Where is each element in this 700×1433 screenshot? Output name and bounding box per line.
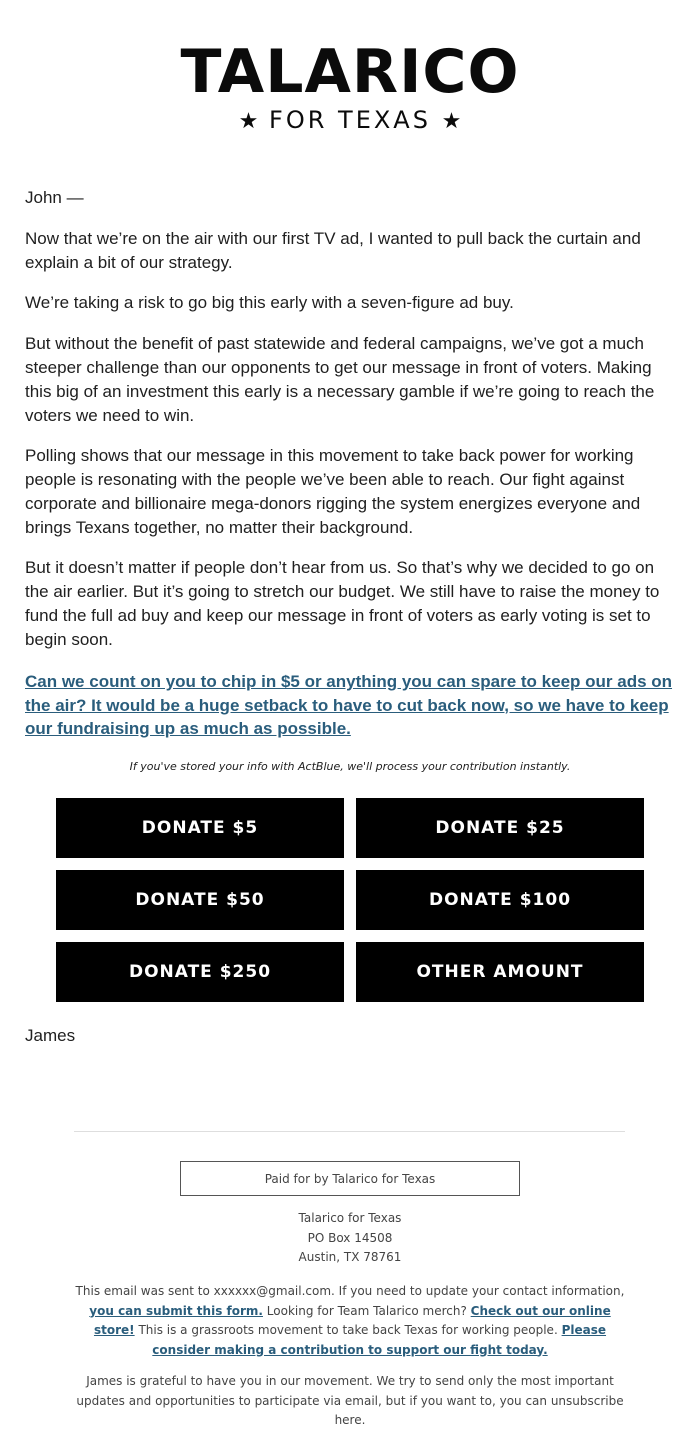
star-icon: ★ [238,109,259,134]
paragraph-4: Polling shows that our message in this movement to take back power for working people is resonating with the people we’ve been able to reach. Our fight against corporate and billionaire mega-donors rigging the system energizes everyone and brings Texans together, no matter their background. [25,446,641,537]
footer-grateful-paragraph: James is grateful to have you in our movement. We try to send only the most important updates and opportunities to participate via email, but if you want to, you can unsubscribe here. [76,1374,624,1427]
logo-subtitle-row [0,106,700,136]
mailing-address [0,1209,700,1268]
update-contact-link[interactable]: you can submit this form. [89,1303,263,1318]
address-line-po-box: PO Box 14508 [307,1230,393,1245]
merch-text: Looking for Team Talarico merch? [266,1303,467,1318]
paragraph-2: We’re taking a risk to go big this early with a seven-figure ad buy. [25,293,514,312]
sent-to-text: This email was sent to xxxxxx@gmail.com. If you need to update your contact information, [75,1284,625,1298]
paid-for-disclaimer: Paid for by Talarico for Texas [180,1161,520,1196]
donate-50-button[interactable]: DONATE $50 [56,870,344,930]
logo-subtitle: FOR TEXAS [269,106,431,134]
campaign-logo [0,37,700,136]
paragraph-3: But without the benefit of past statewide and federal campaigns, we’ve got a much steeper challenge than our opponents to get our message in front of voters. Making this big of an investment this early is a necessary gamble if we’re going to reach the voters we need to win. [25,334,655,425]
donate-cta-link[interactable]: Can we count on you to chip in $5 or anything you can spare to keep our ads on the air? It would be a huge setback to have to cut back now, so we have to keep our fundraising up as much as possible. [25,672,673,738]
signature: James [25,1026,76,1045]
other-amount-button[interactable]: OTHER AMOUNT [356,942,644,1002]
actblue-note: If you've stored your info with ActBlue, we'll process your contribution instantly. [129,760,571,773]
footer-info-paragraph [70,1282,630,1360]
address-line-org: Talarico for Texas [298,1211,402,1225]
paragraph-5: But it doesn’t matter if people don’t hear from us. So that’s why we decided to go on the air earlier. But it’s going to stretch our budget. We still have to raise the money to fund the full ad buy and keep our message in front of voters as early voting is set to begin soon. [25,558,660,649]
paragraph-1: Now that we’re on the air with our first TV ad, I wanted to pull back the curtain and explain a bit of our strategy. [25,229,641,272]
donate-25-button[interactable]: DONATE $25 [356,798,644,858]
donate-100-button[interactable]: DONATE $100 [356,870,644,930]
logo-title: TALARICO [180,37,520,107]
address-line-city: Austin, TX 78761 [298,1250,402,1264]
footer-divider [74,1131,625,1132]
online-store-link[interactable]: Check out our online store! [93,1303,611,1337]
donate-250-button[interactable]: DONATE $250 [56,942,344,1002]
greeting: John — [25,188,84,207]
contribute-link[interactable]: Please consider making a contribution to support our fight today. [152,1323,607,1357]
grassroots-text: This is a grassroots movement to take back Texas for working people. [138,1323,558,1337]
donate-5-button[interactable]: DONATE $5 [56,798,344,858]
star-icon: ★ [441,109,462,134]
